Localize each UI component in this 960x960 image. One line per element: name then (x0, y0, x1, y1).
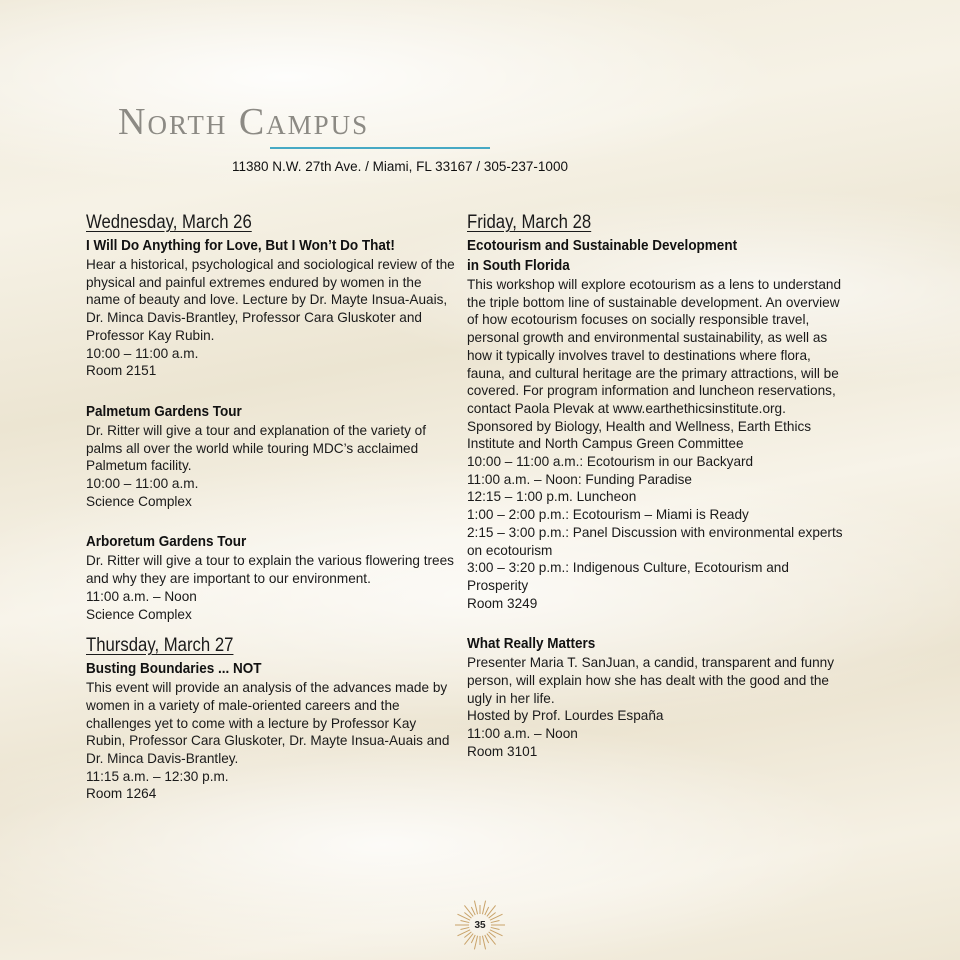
event-title: I Will Do Anything for Love, But I Won’t Do That! (86, 237, 395, 254)
event-description: Hear a historical, psychological and sociological review of the physical and painful extremes endured by women in the name of beauty and love. Lecture by Dr. Mayte Insua-Auais, Dr. Minca Davis-Brantley, Professor Cara Gluskoter and Professor Kay Rubin. (86, 257, 455, 343)
page-number: 35 (474, 919, 486, 931)
event-location: Room 2151 (86, 363, 157, 379)
schedule-item: 10:00 – 11:00 a.m.: Ecotourism in our Backyard (467, 454, 754, 470)
event-time: 11:00 a.m. – Noon (467, 726, 578, 742)
event-description: This event will provide an analysis of the advances made by women in a variety of male-oriented careers and the challenges yet to come with a lecture by Professor Kay Rubin, Professor Cara Gluskoter, Dr. Mayte Insua-Auais and Dr. Minca Davis-Brantley. (86, 680, 450, 767)
event-location: Science Complex (86, 606, 192, 622)
event-what-really-matters (467, 634, 847, 760)
event-title: Busting Boundaries ... NOT (86, 660, 262, 678)
event-time: 10:00 – 11:00 a.m. (86, 345, 199, 361)
event-sponsor: Sponsored by Biology, Health and Wellness, Earth Ethics Institute and North Campus Green Committee (467, 418, 812, 452)
event-description: Dr. Ritter will give a tour and explanation of the variety of palms all over the world while touring MDC’s acclaimed Palmetum facility. (86, 422, 427, 474)
event-location: Science Complex (86, 493, 192, 509)
event-time: 10:00 – 11:00 a.m. (86, 476, 199, 492)
event-time: 11:00 a.m. – Noon (86, 588, 197, 604)
day-heading-friday: Friday, March 28 (467, 212, 592, 233)
event-title: Arboretum Gardens Tour (86, 533, 247, 551)
event-title-line-1: Ecotourism and Sustainable Development (467, 237, 738, 254)
right-column (467, 212, 847, 783)
left-column (86, 212, 458, 825)
event-description: This workshop will explore ecotourism as a lens to understand the triple bottom line of sustainable development. An overview of how ecotourism focuses on socially responsible travel, personal growth and environmental sustainability, as well as how it typically involves travel to destinations where flora, fauna, and cultural heritage are the primary attractions, will be covered. For program information and luncheon reservations, contact Paola Plevak at www.earthethicsinstitute.org. (467, 277, 842, 416)
schedule-item: 12:15 – 1:00 p.m. Luncheon (467, 489, 637, 505)
event-host: Hosted by Prof. Lourdes España (467, 708, 664, 724)
schedule-item: 3:00 – 3:20 p.m.: Indigenous Culture, Ecotourism and Prosperity (467, 560, 789, 593)
event-love-lecture (86, 236, 458, 380)
schedule-item: 2:15 – 3:00 p.m.: Panel Discussion with environmental experts on ecotourism (467, 524, 843, 558)
event-location: Room 3101 (467, 743, 538, 759)
event-time: 11:15 a.m. – 12:30 p.m. (86, 768, 229, 784)
event-title: What Really Matters (467, 635, 596, 653)
title-divider (270, 147, 490, 149)
page-number-ornament (453, 898, 507, 952)
day-heading-thursday: Thursday, March 27 (86, 635, 234, 657)
day-heading-wednesday: Wednesday, March 26 (86, 212, 252, 233)
event-location: Room 1264 (86, 786, 157, 802)
event-title: Palmetum Gardens Tour (86, 402, 242, 420)
event-ecotourism (467, 236, 847, 612)
campus-address: 11380 N.W. 27th Ave. / Miami, FL 33167 / 305-237-1000 (232, 159, 568, 174)
schedule-item: 1:00 – 2:00 p.m.: Ecotourism – Miami is Ready (467, 507, 749, 523)
page-title: North Campus (118, 101, 370, 143)
schedule-item: 11:00 a.m. – Noon: Funding Paradise (467, 471, 692, 487)
event-arboretum-tour (86, 532, 458, 623)
event-description: Dr. Ritter will give a tour to explain the various flowering trees and why they are important to our environment. (86, 553, 454, 587)
event-busting-boundaries (86, 659, 458, 803)
event-description: Presenter Maria T. SanJuan, a candid, transparent and funny person, will explain how she has dealt with the good and the ugly in her life. (467, 655, 835, 706)
event-title-line-2: in South Florida (467, 257, 570, 274)
event-palmetum-tour (86, 402, 458, 511)
event-location: Room 3249 (467, 595, 538, 611)
